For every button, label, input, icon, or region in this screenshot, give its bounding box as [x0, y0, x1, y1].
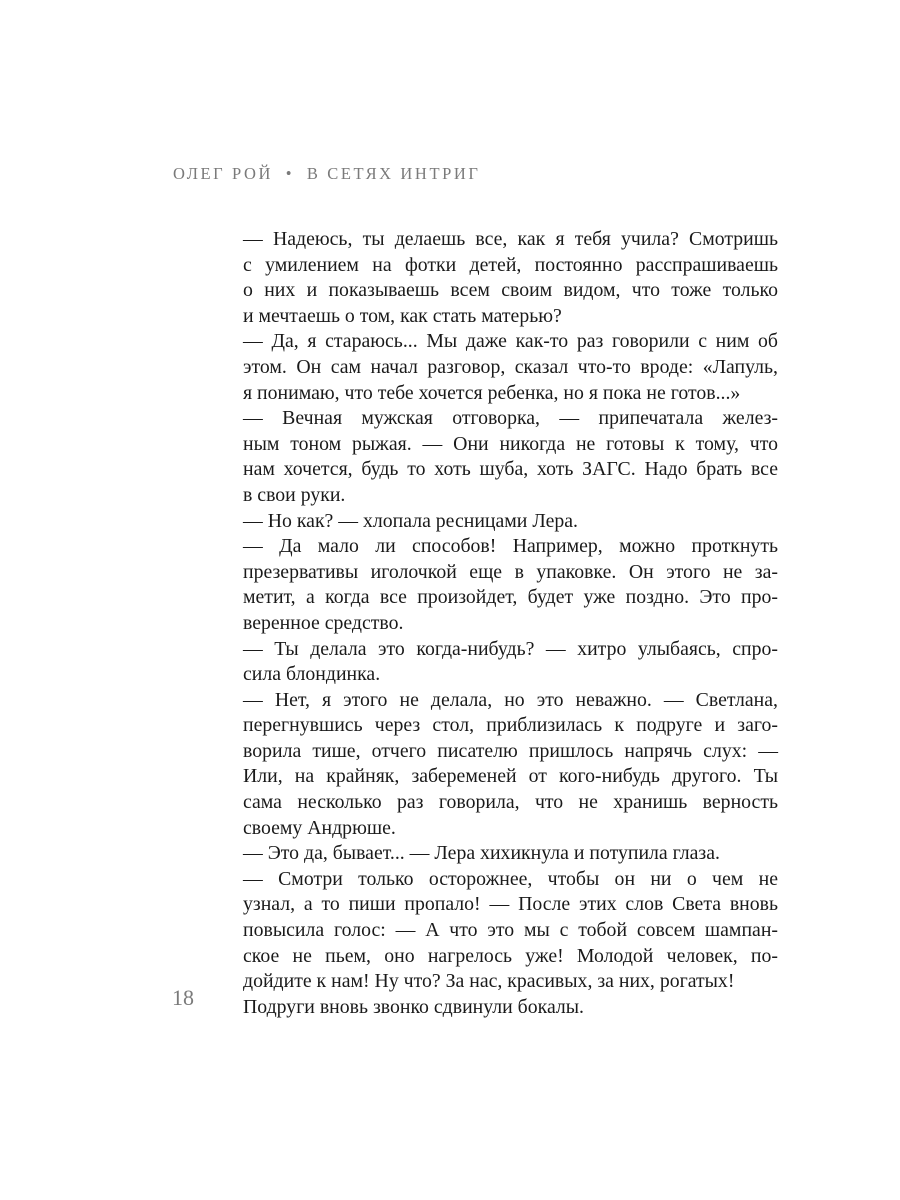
text-line: о них и показываешь всем своим видом, что тоже только [243, 279, 778, 302]
text-line: метит, а когда все произойдет, будет уже поздно. Это про- [243, 586, 778, 609]
text-line: Подруги вновь звонко сдвинули бокалы. [243, 995, 585, 1018]
text-line: веренное средство. [243, 611, 404, 634]
text-line: — Да мало ли способов! Например, можно проткнуть [243, 535, 778, 558]
text-line: — Нет, я этого не делала, но это неважно. — Светлана, [243, 688, 778, 711]
text-line: ское не пьем, оно нагрелось уже! Молодой человек, по- [243, 944, 778, 967]
text-line: сила блондинка. [243, 663, 381, 686]
text-line: повысила голос: — А что это мы с тобой совсем шампан- [243, 919, 778, 942]
text-line: и мечтаешь о том, как стать матерью? [243, 304, 562, 327]
text-line: — Это да, бывает... — Лера хихикнула и потупила глаза. [243, 842, 720, 865]
text-line: сама несколько раз говорила, что не хранишь верность [243, 791, 778, 814]
text-line: — Ты делала это когда-нибудь? — хитро улыбаясь, спро- [243, 637, 778, 660]
text-line: — Смотри только осторожнее, чтобы он ни о чем не [243, 867, 778, 890]
text-line: узнал, а то пиши пропало! — После этих слов Света вновь [243, 893, 778, 916]
page-number: 18 [172, 985, 194, 1010]
text-line: — Но как? — хлопала ресницами Лера. [243, 509, 578, 532]
text-line: в свои руки. [243, 483, 346, 506]
text-line: Или, на крайняк, забеременей от кого-нибудь другого. Ты [243, 765, 778, 788]
text-line: презервативы иголочкой еще в упаковке. Он этого не за- [243, 560, 778, 583]
text-line: ным тоном рыжая. — Они никогда не готовы к тому, что [243, 432, 778, 455]
text-line: нам хочется, будь то хоть шуба, хоть ЗАГС. Надо брать все [243, 458, 778, 481]
text-line: с умилением на фотки детей, постоянно расспрашиваешь [243, 253, 778, 276]
text-line: — Надеюсь, ты делаешь все, как я тебя учила? Смотришь [243, 228, 778, 250]
text-line: своему Андрюше. [243, 816, 396, 839]
text-line: — Вечная мужская отговорка, — припечатала желез- [243, 407, 778, 430]
text-line: — Да, я стараюсь... Мы даже как-то раз говорили с ним об [243, 330, 778, 353]
text-line: дойдите к нам! Ну что? За нас, красивых, за них, рогатых! [243, 970, 735, 993]
body-text [243, 227, 778, 1020]
text-line: этом. Он сам начал разговор, сказал что-то вроде: «Лапуль, [243, 355, 778, 378]
text-line: я понимаю, что тебе хочется ребенка, но я пока не готов...» [243, 381, 741, 404]
text-line: перегнувшись через стол, приблизилась к подруге и заго- [243, 714, 778, 737]
header-author: ОЛЕГ РОЙ [173, 164, 274, 183]
text-line: ворила тише, отчего писателю пришлось напрячь слух: — [243, 739, 778, 762]
header-separator: • [285, 164, 295, 183]
header-title: В СЕТЯХ ИНТРИГ [306, 164, 481, 183]
running-header [173, 164, 481, 184]
